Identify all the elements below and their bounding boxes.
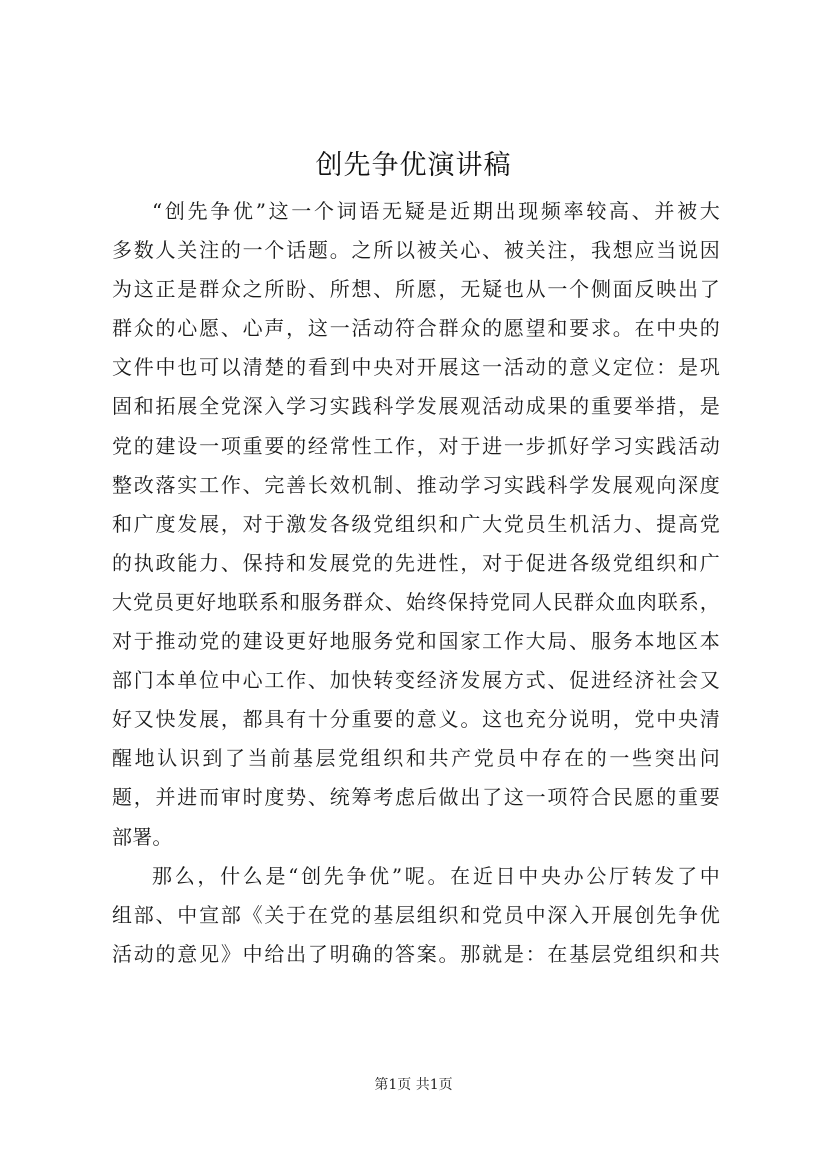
paragraph-line: 多数人关注的一个话题。之所以被关心、被关注，我想应当说因 (112, 238, 720, 263)
paragraph-1 (112, 192, 720, 857)
paragraph-line: 党的建设一项重要的经常性工作，对于进一步抓好学习实践活动 (112, 433, 720, 458)
page-number-footer: 第1页 共1页 (374, 1077, 453, 1093)
paragraph-line: 群众的心愿、心声，这一活动符合群众的愿望和要求。在中央的 (112, 316, 720, 341)
paragraph-line: 文件中也可以清楚的看到中央对开展这一活动的意义定位：是巩 (112, 355, 720, 380)
paragraph-line: 的执政能力、保持和发展党的先进性，对于促进各级党组织和广 (112, 550, 720, 575)
paragraph-line: 那么，什么是“创先争优”呢。在近日中央办公厅转发了中 (152, 863, 720, 888)
paragraph-line: 活动的意见》中给出了明确的答案。那就是：在基层党组织和共 (112, 941, 720, 966)
paragraph-line: “创先争优”这一个词语无疑是近期出现频率较高、并被大 (152, 199, 720, 223)
paragraph-line: 部署。 (112, 824, 173, 849)
paragraph-line: 部门本单位中心工作、加快转变经济发展方式、促进经济社会又 (112, 668, 720, 693)
paragraph-line: 对于推动党的建设更好地服务党和国家工作大局、服务本地区本 (112, 629, 720, 654)
paragraph-line: 大党员更好地联系和服务群众、始终保持党同人民群众血肉联系， (112, 589, 720, 614)
paragraph-line: 题，并进而审时度势、统筹考虑后做出了这一项符合民愿的重要 (112, 785, 720, 810)
paragraph-line: 醒地认识到了当前基层党组织和共产党员中存在的一些突出问 (112, 746, 720, 771)
paragraph-line: 整改落实工作、完善长效机制、推动学习实践科学发展观向深度 (112, 472, 720, 497)
paragraph-line: 和广度发展，对于激发各级党组织和广大党员生机活力、提高党 (112, 511, 720, 536)
document-title: 创先争优演讲稿 (315, 150, 512, 181)
paragraph-line: 组部、中宣部《关于在党的基层组织和党员中深入开展创先争优 (112, 902, 720, 927)
paragraph-line: 为这正是群众之所盼、所想、所愿，无疑也从一个侧面反映出了 (112, 277, 720, 302)
paragraph-2 (112, 857, 720, 974)
paragraph-line: 固和拓展全党深入学习实践科学发展观活动成果的重要举措，是 (112, 394, 720, 419)
document-body (112, 192, 720, 974)
paragraph-line: 好又快发展，都具有十分重要的意义。这也充分说明，党中央清 (112, 707, 720, 732)
